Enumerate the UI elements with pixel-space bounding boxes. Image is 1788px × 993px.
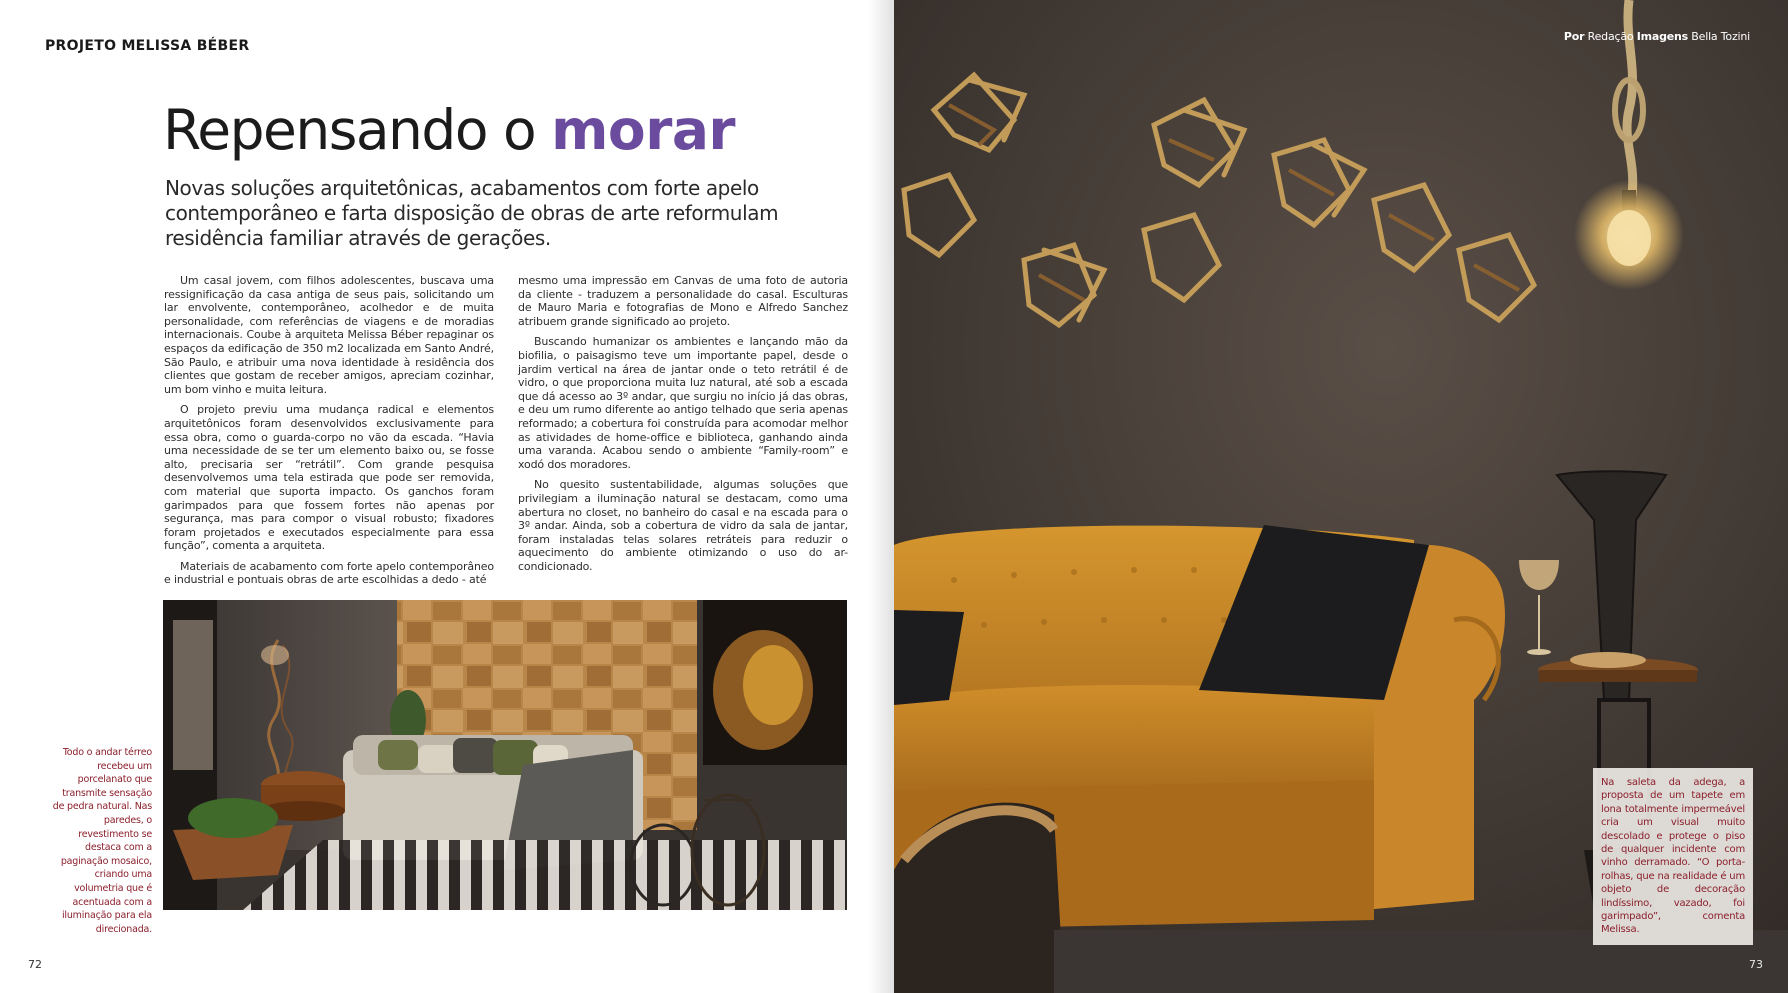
section-label: PROJETO MELISSA BÉBER [45, 38, 250, 54]
paragraph: mesmo uma impressão em Canvas de uma foto de autoria da cliente - traduzem a personalidade do casal. Esculturas de Mauro Maria e fotografias de Mono e Alfredo Sanchez atribuem grande significado ao projeto. [518, 274, 848, 328]
credit-author-label: Por [1563, 30, 1585, 43]
paragraph: No quesito sustentabilidade, algumas soluções que privilegiam a iluminação natural se destacam, como uma abertura no closet, no banheiro do casal e na escada para o 3º andar. Ainda, sob a cobertura de vidro da sala de jantar, foram instaladas telas solares retráteis para reduzir o aquecimento do ambiente otimizando o uso do ar-condicionado. [518, 478, 848, 573]
text-column-2 [518, 274, 848, 580]
credit-photographer: Bella Tozini [1688, 30, 1750, 43]
credit-author: Redação [1584, 30, 1637, 43]
paragraph: Materiais de acabamento com forte apelo contemporâneo e industrial e pontuais obras de arte escolhidas a dedo - até [164, 559, 494, 587]
living-room-photo [163, 600, 847, 910]
photo-credits [1564, 30, 1750, 43]
paragraph: Buscando humanizar os ambientes e lançando mão da biofilia, o paisagismo teve um importante papel, desde o jardim vertical na área de jantar onde o teto retrátil é de vidro, o que proporciona muita luz natural, até sob a escada que dá acesso ao 3º andar, que surgiu no início já das obras, e deu um rumo diferente ao antigo telhado que seria apenas reformado; a cobertura foi construída para acomodar melhor as atividades de home-office e biblioteca, ganhando ainda uma varanda. Acabou sendo o ambiente “Family-room” e xodó dos moradores. [518, 335, 848, 471]
page-number-left: 72 [28, 958, 42, 971]
photo-caption-right: Na saleta da adega, a proposta de um tapete em lona totalmente impermeável cria um visual muito descolado e protege o piso de qualquer incidente com vinho derramado. “O porta-rolhas, que na realidade é um objeto de decoração lindíssimo, vazado, foi garimpado”, comenta Melissa. [1593, 768, 1753, 945]
headline-main: Repensando o [163, 98, 552, 162]
article-standfirst: Novas soluções arquitetônicas, acabamentos com forte apelo contemporâneo e farta disposição de obras de arte reformulam residência familiar através de gerações. [165, 176, 779, 250]
right-page [894, 0, 1788, 993]
paragraph: O projeto previu uma mudança radical e elementos arquitetônicos foram desenvolvidos exclusivamente para essa obra, como o guarda-corpo no vão da escada. “Havia uma necessidade de se ter um elemento baixo ou, se fosse alto, precisaria ser “retrátil”. Com grande pesquisa desenvolvemos uma tela estirada que pode ser removida, com material que suporta impacto. Os ganchos foram garimpados para que fossem fortes não apenas por segurança, mas para compor o visual robusto; fixadores foram projetados e executados especialmente para essa função”, comenta a arquiteta. [164, 403, 494, 553]
photo-caption-left: Todo o andar térreo recebeu um porcelanato que transmite sensação de pedra natural. Nas paredes, o revestimento se destaca com a paginação mosaico, criando uma volumetria que é acentuada com a iluminação para ela direcionada. [52, 747, 152, 935]
paragraph: Um casal jovem, com filhos adolescentes, buscava uma ressignificação da casa antiga de seus pais, solicitando um lar envolvente, contemporâneo, acolhedor e de muita personalidade, com referências de viagens e de moradias internacionais. Coube à arquiteta Melissa Béber repaginar os espaços da edificação de 350 m2 localizada em Santo André, São Paulo, e atribuir uma nova identidade à residência dos clientes que gostam de receber amigos, apreciam cozinhar, um bom vinho e muita leitura. [164, 274, 494, 396]
credit-images-label: Imagens [1636, 30, 1688, 43]
article-headline [163, 98, 735, 162]
headline-highlight: morar [551, 98, 736, 162]
page-number-right: 73 [1749, 958, 1763, 971]
text-column-1 [164, 274, 494, 594]
